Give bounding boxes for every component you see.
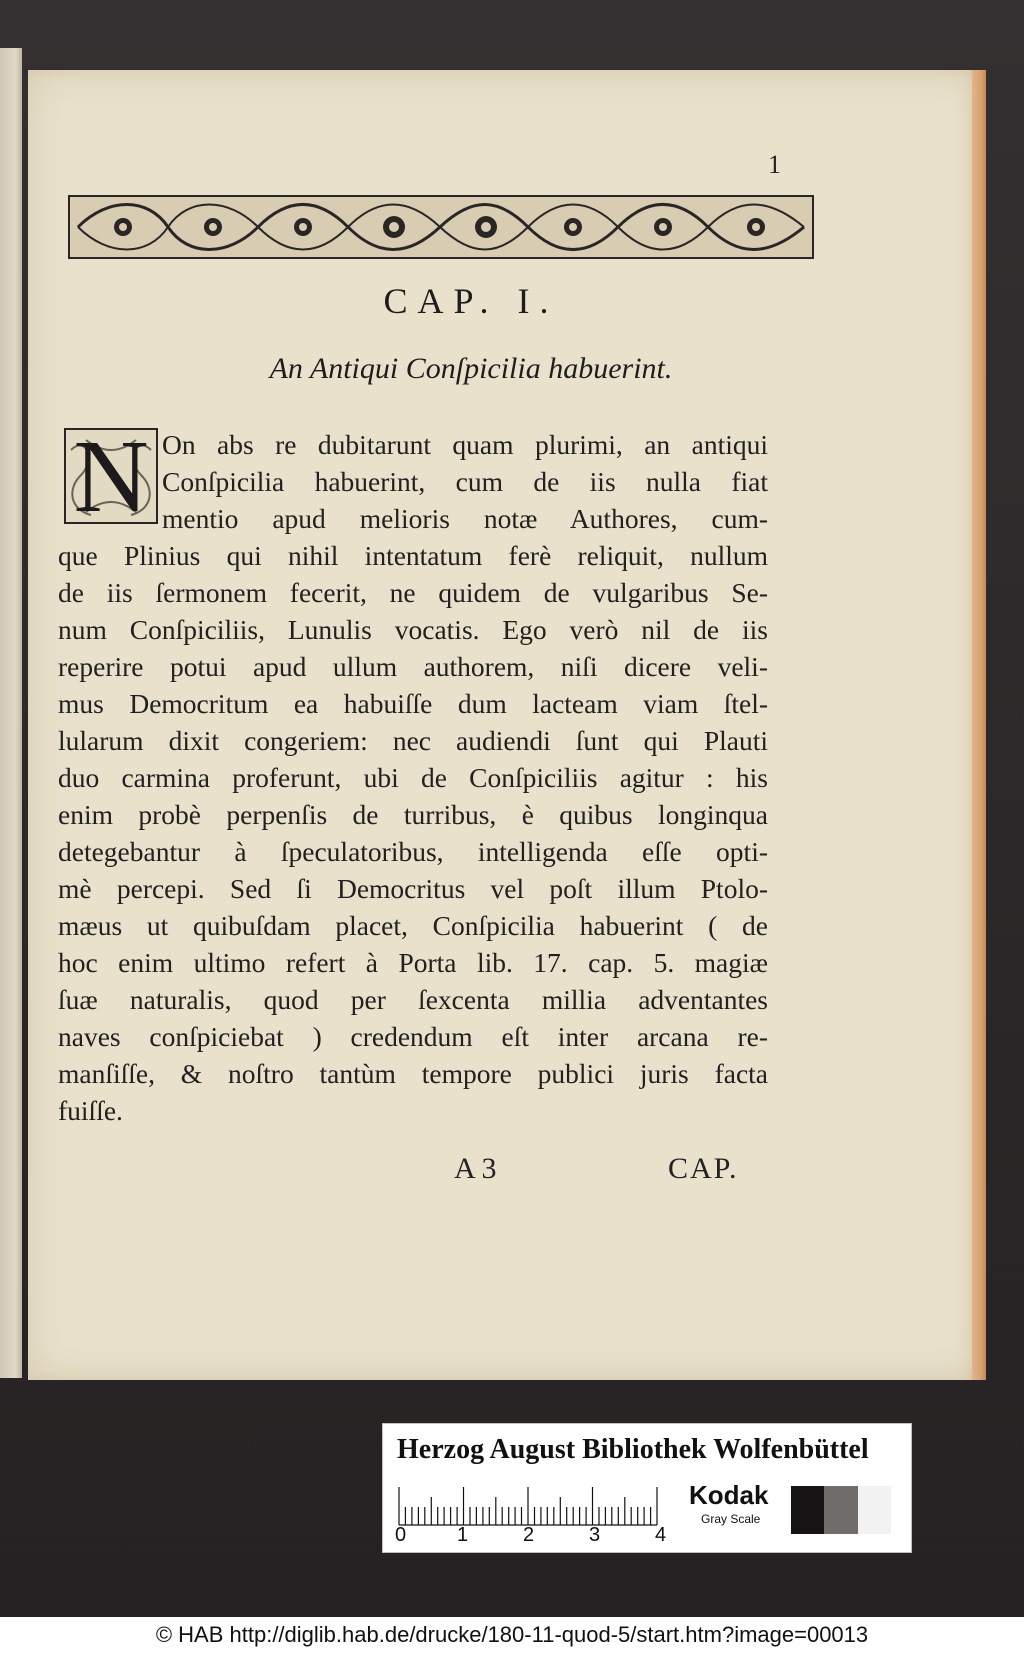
library-name: Herzog August Bibliothek Wolfenbüttel (397, 1434, 869, 1465)
text-line: mentio apud melioris notæ Authores, cum- (162, 503, 768, 534)
chapter-subtitle: An Antiqui Conſpicilia habuerint. (269, 352, 673, 385)
gray-scale-card (382, 1423, 912, 1553)
text-line: detegebantur à ſpeculatoribus, intelligenda eſſe opti- (58, 836, 768, 867)
ruler-number: 2 (523, 1524, 535, 1546)
text-line: Conſpicilia habuerint, cum de iis nulla fiat (162, 466, 768, 497)
text-line: mæus ut quibuſdam placet, Conſpicilia habuerint ( de (58, 910, 768, 941)
text-line: lularum dixit congeriem: nec audiendi ſunt qui Plauti (58, 725, 768, 756)
gray-patch (858, 1486, 891, 1534)
text-line: naves conſpiciebat ) credendum eſt inter arcana re- (58, 1021, 768, 1052)
previous-page-edge (0, 48, 22, 1378)
text-line: de iis ſermonem fecerit, ne quidem de vulgaribus Se- (58, 577, 768, 608)
initial-letter: N (73, 428, 149, 524)
ruler-scale (397, 1486, 659, 1526)
text-line: que Plinius qui nihil intentatum ferè reliquit, nullum (58, 540, 768, 571)
text-line: enim probè perpenſis de turribus, è quibus longinqua (58, 799, 768, 830)
text-line: reperire potui apud ullum authorem, niſi dicere veli- (58, 651, 768, 682)
gray-patch (791, 1486, 824, 1534)
catchword: CAP. (668, 1152, 739, 1185)
ruler-number: 4 (655, 1524, 667, 1546)
text-line: manſiſſe, & noſtro tantùm tempore publici juris facta (58, 1058, 768, 1089)
text-line: On abs re dubitarunt quam plurimi, an antiqui (162, 429, 768, 460)
ruler-number: 3 (589, 1524, 601, 1546)
ruler-numbers (395, 1524, 675, 1550)
ornament-headpiece (68, 192, 814, 262)
ruler-number: 0 (395, 1524, 407, 1546)
text-line: hoc enim ultimo refert à Porta lib. 17. cap. 5. magiæ (58, 947, 768, 978)
kodak-logo: Kodak (689, 1480, 769, 1510)
text-line: mè percepi. Sed ſi Democritus vel poſt illum Ptolo- (58, 873, 768, 904)
footer-bar (0, 1617, 1024, 1657)
copyright-url: © HAB http://diglib.hab.de/drucke/180-11-quod-5/start.htm?image=00013 (155, 1622, 869, 1647)
book-page (28, 70, 986, 1380)
text-line: mus Democritum ea habuiſſe dum lacteam viam ſtel- (58, 688, 768, 719)
chapter-title: CAP. I. (383, 281, 559, 321)
text-line: duo carmina proferunt, ubi de Conſpiciliis agitur : his (58, 762, 768, 793)
gray-scale-label: Gray Scale (701, 1512, 761, 1526)
gray-patches (791, 1486, 891, 1534)
page-edge (972, 70, 986, 1380)
text-line: ſuæ naturalis, quod per ſexcenta millia adventantes (58, 984, 768, 1015)
gray-patch (824, 1486, 857, 1534)
page-number: 1 (768, 150, 781, 179)
text-line: fuiſſe. (58, 1095, 123, 1126)
text-line: num Conſpiciliis, Lunulis vocatis. Ego verò nil de iis (58, 614, 768, 645)
ruler-number: 1 (457, 1524, 469, 1546)
signature-mark: A 3 (454, 1152, 497, 1185)
chapter-body (58, 426, 768, 1129)
